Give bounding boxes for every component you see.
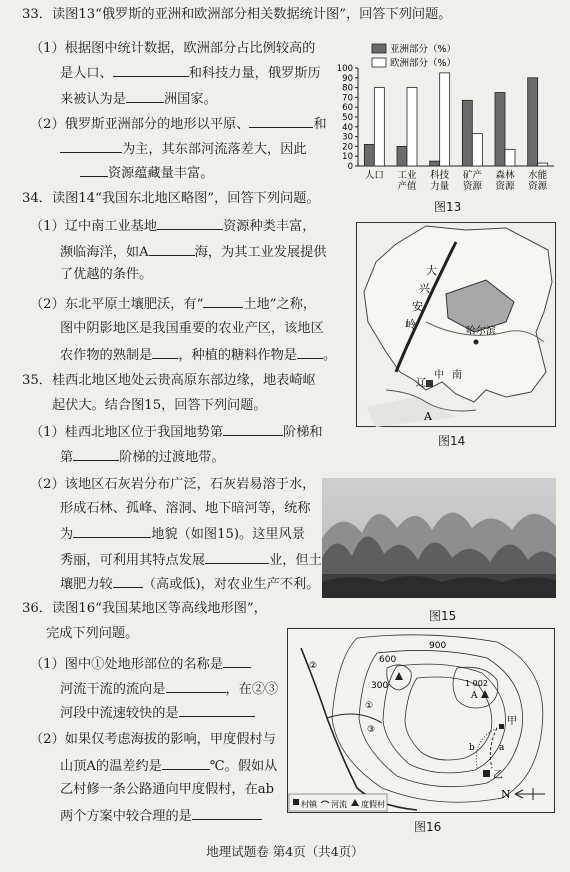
bar-europe — [374, 88, 384, 166]
north-label: N — [501, 788, 511, 801]
category-label: 资源 — [528, 181, 548, 192]
y-tick-label: 90 — [342, 73, 353, 84]
sea-label: A — [424, 410, 432, 423]
resort-jia-icon — [499, 724, 504, 729]
q36-stem-line2: 完成下列问题。 — [46, 626, 139, 641]
legend-resort-label: 度假村 — [361, 800, 385, 809]
figure-13-caption: 图13 — [434, 200, 462, 214]
industry-marker-icon — [426, 380, 433, 387]
range-char-3: 安 — [412, 300, 423, 313]
marker-1: ① — [365, 701, 374, 711]
village-yi-icon — [483, 770, 490, 777]
category-label: 产值 — [397, 181, 417, 192]
answer-blank[interactable] — [126, 89, 164, 103]
q33-p1-line1: （1）根据图中统计数据，欧洲部分占比例较高的 — [30, 41, 316, 56]
answer-blank[interactable] — [249, 114, 313, 128]
range-char-4: 岭 — [405, 318, 416, 331]
route-b-label: b — [469, 743, 475, 753]
answer-blank[interactable] — [166, 679, 226, 693]
bar-asia — [462, 100, 472, 166]
q35-p2-line4: 秀丽，可利用其特点发展 业，但土 — [60, 550, 322, 570]
q33-p2-line3: 资源蕴藏量丰富。 — [80, 163, 214, 183]
y-tick-label: 60 — [342, 103, 353, 114]
peak-height-label: 1 002 — [465, 679, 488, 688]
route-a-label: a — [499, 743, 505, 753]
q33-p1-line3: 来被认为是 洲国家。 — [60, 89, 217, 109]
q34-p1-line3: 了优越的条件。 — [60, 267, 153, 282]
q35-p2-line3: 为 地貌（如图15)。这里风景 — [60, 524, 305, 544]
figure-14-map — [356, 222, 556, 427]
q36-p2-line1: （2）如果仅考虑海拔的影响，甲度假村与 — [30, 732, 276, 747]
answer-blank[interactable] — [73, 524, 151, 538]
legend-label-asia: 亚洲部分（%） — [390, 44, 457, 55]
answer-blank[interactable] — [223, 422, 283, 436]
figure-16-contour-map — [287, 628, 555, 813]
category-label: 资源 — [495, 181, 515, 192]
category-label: 资源 — [462, 181, 482, 192]
q35-p1-line2: 第 阶梯的过渡地带。 — [60, 447, 225, 467]
harbin-city-icon — [474, 340, 479, 345]
q33-p2-line2: 为主，其东部河流落差大，因此 — [60, 139, 307, 159]
figure-14-caption: 图14 — [438, 434, 466, 448]
q36-stem-line1: 36．读图16“我国某地区等高线地形图”， — [22, 601, 267, 616]
answer-blank[interactable] — [297, 345, 323, 359]
place-jia-label: 甲 — [507, 716, 517, 727]
q33-p1-line2: 是人口、 和科技力量，俄罗斯历 — [60, 63, 321, 83]
peak-a-label: A — [471, 691, 478, 701]
q35-p2-line5: 壤肥力较 （高或低)，对农业生产不利。 — [60, 574, 319, 594]
answer-blank[interactable] — [149, 242, 195, 256]
q33-stem: 33．读图13“俄罗斯的亚洲和欧洲部分相关数据统计图”，回答下列问题。 — [22, 7, 452, 22]
answer-blank[interactable] — [60, 139, 122, 153]
y-tick-label: 70 — [342, 93, 353, 104]
contour-label-300: 300 — [371, 681, 389, 691]
answer-blank[interactable] — [223, 654, 251, 668]
answer-blank[interactable] — [157, 216, 223, 230]
bar-asia — [528, 78, 538, 166]
answer-blank[interactable] — [179, 703, 255, 717]
q35-p2-line1: （2）该地区石灰岩分布广泛，石灰岩易溶于水， — [30, 477, 316, 492]
range-char-1: 大 — [426, 264, 437, 277]
q34-p1-line1: （1）辽中南工业基地 资源种类丰富， — [30, 216, 315, 236]
contour-label-900: 900 — [429, 641, 447, 651]
category-label: 科技 — [430, 170, 450, 181]
answer-blank[interactable] — [113, 574, 143, 588]
q35-stem-line1: 35．桂西北地区地处云贵高原东部边缘，地表崎岖 — [22, 373, 316, 388]
category-label: 工业 — [397, 170, 417, 181]
answer-blank[interactable] — [192, 806, 262, 820]
y-tick-label: 80 — [342, 83, 353, 94]
q36-p2-line2: 山顶A的温差约是 ℃。假如从 — [60, 756, 277, 776]
legend-label-europe: 欧洲部分（%） — [390, 58, 457, 69]
range-char-2: 兴 — [419, 282, 430, 295]
bar-europe — [538, 163, 548, 166]
figure-15-karst-photo — [322, 478, 556, 598]
marker-2: ② — [309, 661, 318, 671]
q36-p2-line4: 两个方案中较合理的是 — [60, 806, 262, 826]
category-label: 矿产 — [462, 170, 482, 181]
harbin-label: 哈尔滨 — [466, 326, 496, 337]
bar-europe — [505, 149, 515, 166]
marker-3: ③ — [367, 725, 376, 735]
y-tick-label: 30 — [342, 132, 353, 143]
region-label-2: 中 — [434, 370, 444, 381]
q36-p1-line2: 河流干流的流向是 ，在②③ — [60, 679, 278, 699]
bar-asia — [430, 161, 440, 166]
category-label: 森林 — [495, 170, 515, 181]
legend-swatch-europe — [372, 58, 386, 67]
y-tick-label: 50 — [342, 113, 353, 123]
category-label: 水能 — [528, 170, 548, 181]
y-tick-label: 40 — [342, 122, 353, 133]
answer-blank[interactable] — [80, 163, 108, 177]
bar-europe — [440, 73, 450, 166]
q34-stem: 34．读图14“我国东北地区略图”，回答下列问题。 — [22, 191, 320, 206]
figure-13-chart — [332, 38, 560, 198]
y-tick-label: 0 — [347, 162, 353, 172]
category-label: 人口 — [364, 170, 384, 181]
q35-stem-line2: 起伏大。结合图15，回答下列问题。 — [52, 398, 267, 413]
bar-europe — [472, 134, 482, 166]
answer-blank[interactable] — [203, 294, 243, 308]
bar-europe — [407, 88, 417, 166]
page-footer: 地理试题卷 第4页（共4页） — [206, 844, 364, 859]
q34-p1-line2: 濒临海洋，如A 海，为其工业发展提供 — [60, 242, 327, 262]
y-tick-label: 20 — [342, 142, 353, 153]
legend-river-label: 河流 — [331, 800, 347, 809]
q35-p2-line2: 形成石林、孤峰、溶洞、地下暗河等，统称 — [60, 501, 311, 516]
answer-blank[interactable] — [113, 63, 189, 77]
q36-p1-line1: （1）图中①处地形部位的名称是 — [30, 654, 251, 674]
q34-p2-line2: 图中阴影地区是我国重要的农业产区，该地区 — [60, 321, 324, 336]
place-yi-label: 乙 — [493, 770, 503, 781]
region-label-3: 南 — [452, 370, 462, 381]
figure-15-caption: 图15 — [429, 609, 457, 623]
q36-p2-line3: 乙村修一条公路通向甲度假村，在ab — [60, 782, 275, 797]
bar-asia — [495, 93, 505, 167]
category-label: 力量 — [430, 181, 450, 192]
q36-p1-line3: 河段中流速较快的是 — [60, 703, 255, 723]
answer-blank[interactable] — [162, 756, 210, 770]
q34-p2-line3: 农作物的熟制是 ，种植的糖料作物是 。 — [60, 345, 336, 365]
legend-village-icon — [293, 799, 299, 805]
q35-p1-line1: （1）桂西北地区位于我国地势第 阶梯和 — [30, 422, 323, 442]
answer-blank[interactable] — [152, 345, 178, 359]
bar-asia — [364, 144, 374, 166]
legend-village-label: 村镇 — [301, 800, 317, 809]
figure-16-caption: 图16 — [414, 820, 442, 834]
answer-blank[interactable] — [73, 447, 119, 461]
legend-swatch-asia — [372, 44, 386, 53]
q33-p2-line1: （2）俄罗斯亚洲部分的地形以平原、 和 — [30, 114, 327, 134]
contour-label-600: 600 — [379, 655, 397, 665]
bar-asia — [397, 146, 407, 166]
answer-blank[interactable] — [205, 550, 269, 564]
y-tick-label: 100 — [336, 64, 353, 74]
y-tick-label: 10 — [342, 152, 353, 163]
q34-p2-line1: （2）东北平原土壤肥沃，有“ 土地”之称， — [30, 294, 316, 314]
region-label-1: 辽 — [416, 378, 426, 389]
